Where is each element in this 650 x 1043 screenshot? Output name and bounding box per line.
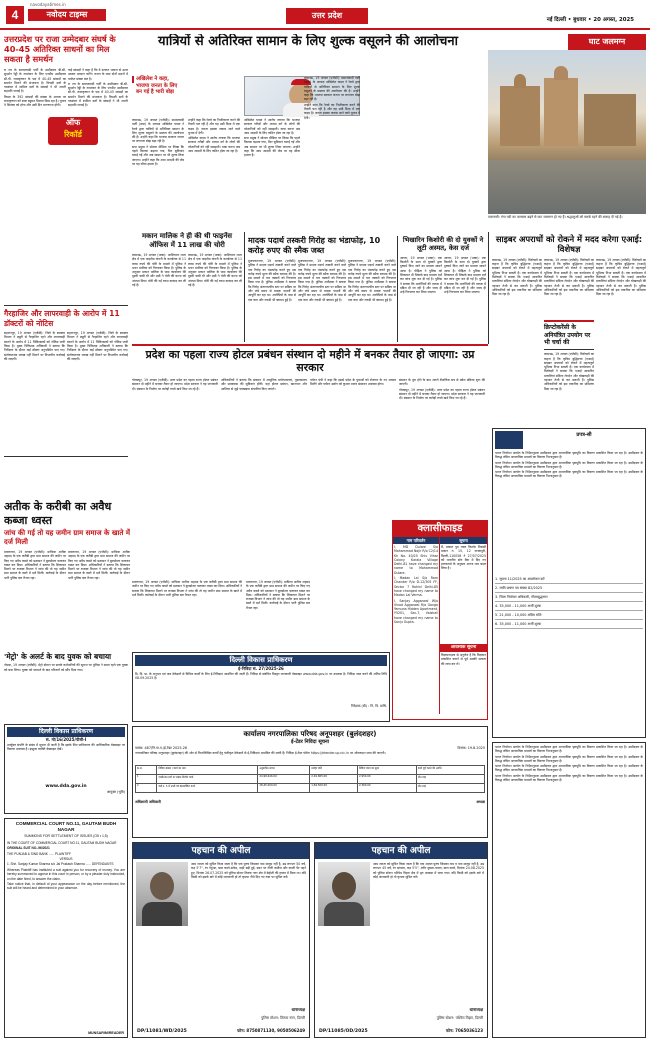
dda-footer: आयुक्त (भूमि) [106, 790, 125, 794]
story-text: लखनऊ, 19 अगस्त (एजेंसी): समाजवादी पार्टी (सपा) के अध्यक्ष अखिलेश यादव ने रेलवे द्वारा यात्रियों से अतिरिक्त सामान के लिए शुल्क वसूलने के प्रस्ताव की आलोचना की है। उन्होंने कहा कि भाजपा सरकार जनता पर लगातार बोझ बढ़ा रही है। [132, 118, 184, 144]
story-text: लखनऊ, 19 अगस्त (एजेंसी): विशेषज्ञों का कहना है कि कृत्रिम बुद्धिमत्ता (एआई) साइबर अपराधों को रोकने में महत्वपूर्ण भूमिका निभा सकती है। एक कार्यशाला में विशेषज्ञों ने बताया कि एआई आधारित प्रणालियां संदिग्ध लेनदेन और धोखाधड़ी की पहचान तेजी से कर सकती हैं। पुलिस अधिकारियों को इस तकनीक का प्रशिक्षण दिया जा रहा है। [544, 352, 594, 391]
notice-list-item: 6. 35,000 - 11,000 अर्जी शुल्क [495, 620, 643, 629]
court-subtitle: SUMMONS FOR SETTLEMENT OF ISSUES (O5 r 1,5) [24, 833, 108, 838]
story-text: प्रयागराज, 19 अगस्त (एजेंसी): माफिया अतीक अहमद के एक करीबी द्वारा ग्राम समाज की जमीन पर किए गए अवैध कब्जे को प्रशासन ने बुलडोजर चलाकर ध्वस्त कर दिया। अधिकारियों ने बताया कि शिकायत मिलने पर राजस्व विभाग ने जांच की तो यह जमीन ग्राम समाज के खाते में दर्ज मिली। कार्रवाई के दौरान भारी पुलिस बल तैनात रहा। [4, 550, 66, 580]
notice-text: भारत निर्वाचन आयोग के निर्देशानुसार उम्मीदवार द्वारा आपराधिक पृष्ठभूमि का विवरण प्रकाशित किया जा रहा है। उम्मीदवार के विरुद्ध लंबित आपराधिक मामलों का विवरण निम्नानुसार है। [495, 754, 643, 763]
table-row [136, 775, 485, 784]
court-line: ORIGINAL SUIT NO.-96/2021 [7, 846, 50, 851]
tender-signatory: अधिशासी अधिकारी [135, 800, 161, 804]
appeal-ref: DP/11085/OD/2025 [319, 1029, 368, 1034]
site-url: navodayatimes.in [30, 2, 66, 7]
metro-story [4, 652, 128, 722]
table-cell: 1 [136, 775, 157, 784]
ghat-photo [488, 50, 646, 214]
notice-text: भारत निर्वाचन आयोग के निर्देशानुसार उम्मीदवार द्वारा आपराधिक पृष्ठभूमि का विवरण प्रकाशित किया जा रहा है। उम्मीदवार के विरुद्ध लंबित आपराधिक मामलों का विवरण निम्नानुसार है। [495, 745, 643, 754]
negligence-story [4, 309, 128, 454]
notice-list-item: 4. 35,000 - 11,000 अर्जी शुल्क [495, 602, 643, 611]
table-header: क्र.सं. [136, 766, 157, 775]
notice-head: प्रपत्र-सी [576, 432, 592, 438]
table-cell: 2 [136, 784, 157, 793]
encroachment-story [4, 500, 130, 650]
table-cell: वार्ड नं. 5 में नाली एवं इंटरलॉकिंग कार्य [157, 784, 258, 793]
tender-text: नगरपालिका परिषद अनूपशहर (बुलंदशहर) की ओर से निम्नलिखित कार्यों हेतु पंजीकृत ठेकेदारों से ई-निविदाएं आमंत्रित की जाती हैं। निविदा ई-टेंडर पोर्टल https://etender.up.nic.in पर ऑनलाइन जमा की जाएगी। [135, 751, 386, 755]
dda-tender-large [132, 652, 390, 722]
story-text: अखिलेश यादव ने आरोप लगाया कि भाजपा सरकार गरीबों और मध्यम वर्ग के लोगों की परेशानियों को नहीं समझती। यात्रा करना अब आम आदमी के लिए कठिन होता जा रहा है। [188, 136, 240, 154]
story-text: सपा प्रमुख ने सोशल मीडिया पर लिखा कि पहले किराया बढ़ाया गया, फिर सुविधाएं घटाई गईं और अब सामान पर भी शुल्क लिया जाएगा। उन्होंने कहा कि आम आदमी की जेब पर यह सीधा हमला है। [132, 144, 184, 166]
cyber-story [492, 234, 646, 424]
story-text: प्रयागराज, 19 अगस्त (एजेंसी): माफिया अतीक अहमद के एक करीबी द्वारा ग्राम समाज की जमीन पर किए गए अवैध कब्जे को प्रशासन ने बुलडोजर चलाकर ध्वस्त कर दिया। अधिकारियों ने बताया कि शिकायत मिलने पर राजस्व विभाग ने जांच की तो यह जमीन ग्राम समाज के खाते में दर्ज मिली। कार्रवाई के दौरान भारी पुलिस बल तैनात रहा। [68, 550, 130, 580]
notice-text: भारत निर्वाचन आयोग के निर्देशानुसार उम्मीदवार द्वारा आपराधिक पृष्ठभूमि का विवरण प्रकाशित किया जा रहा है। उम्मीदवार के विरुद्ध लंबित आपराधिक मामलों का विवरण निम्नानुसार है। [495, 451, 643, 460]
story-text: प्रयागराज, 19 अगस्त (एजेंसी): माफिया अतीक अहमद के एक करीबी द्वारा ग्राम समाज की जमीन पर किए गए अवैध कब्जे को प्रशासन ने बुलडोजर चलाकर ध्वस्त कर दिया। अधिकारियों ने बताया कि शिकायत मिलने पर राजस्व विभाग ने जांच की तो यह जमीन ग्राम समाज के खाते में दर्ज मिली। कार्रवाई के दौरान भारी पुलिस बल तैनात रहा। [132, 580, 242, 597]
divider [488, 232, 489, 344]
notice-list-item: 1. सूचना 11/2025 का अवलोकन करें [495, 575, 643, 584]
person-photo [136, 862, 188, 926]
appeal-phone: फोन: 8750871130, 9050506249 [237, 1028, 305, 1033]
classified-entry: I, Madan Lal S/o Ram Chander R/o D-12/305 FF, Sector 7 Rohini Delhi-85 have changed my name to Madan Lal Verma. [394, 576, 438, 598]
notice-text: भारत निर्वाचन आयोग के निर्देशानुसार उम्मीदवार द्वारा आपराधिक पृष्ठभूमि का विवरण प्रकाशित किया जा रहा है। उम्मीदवार के विरुद्ध लंबित आपराधिक मामलों का विवरण निम्नानुसार है। [495, 764, 643, 773]
court-line: Whereas Plaintiff has instituted a suit against you for recovery of money. You are hereby summoned to appear in this court in person, or by a pleader duly instructed, on the date fixed, to answer the claim. [7, 867, 125, 881]
table-cell: 18,45,000.00 [258, 784, 310, 793]
dateline: नई दिल्ली • बुधवार • 20 अगस्त, 2025 [546, 17, 634, 23]
headline: प्रदेश का पहला राज्य होटल प्रबंधन संस्थान दो महीने में बनकर तैयार हो जाएगा: उप्र सरकार [145, 348, 475, 374]
notice-list-item: 2. जाति प्रमाण पत्र संख्या 82/2025 [495, 584, 643, 593]
cyber-subhead: क्रिप्टोकरेंसी के अनियंत्रित उपयोग पर भी चर्चा की [544, 320, 594, 350]
story-text: प्रयागराज, 19 अगस्त (एजेंसी): माफिया अतीक अहमद के एक करीबी द्वारा ग्राम समाज की जमीन पर किए गए अवैध कब्जे को प्रशासन ने बुलडोजर चलाकर ध्वस्त कर दिया। अधिकारियों ने बताया कि शिकायत मिलने पर राजस्व विभाग ने जांच की तो यह जमीन ग्राम समाज के खाते में दर्ज मिली। कार्रवाई के दौरान भारी पुलिस बल तैनात रहा। [246, 580, 310, 610]
column-head: सूचना [440, 537, 487, 544]
story-text: लखनऊ, 19 अगस्त (एजेंसी): समाजवादी पार्टी (सपा) के अध्यक्ष अखिलेश यादव ने रेलवे द्वारा यात्रियों से अतिरिक्त सामान के लिए शुल्क वसूलने के प्रस्ताव की आलोचना की है। उन्होंने कहा कि भाजपा सरकार जनता पर लगातार बोझ बढ़ा रही है। [304, 76, 360, 102]
headline: मादक पदार्थ तस्करी गिरोह का भंडाफोड़, 10 करोड़ रुपए की स्मैक जब्त [248, 236, 381, 255]
dda-text: दि. दि. प्रा. के अनुभव एवं पात्र ठेकेदारों से विभिन्न कार्यों के लिए ई-निविदाएं आमंत्रित की जाती हैं। निविदा से संबंधित विस्तृत जानकारी वेबसाइट www.dda.gov.in पर उपलब्ध है। निविदा जमा करने की अंतिम तिथि 08.09.2025 है। [135, 672, 387, 681]
municipal-tender [132, 726, 488, 838]
beggars-story [400, 236, 486, 342]
story-text: मुजफ्फरनगर, 19 अगस्त (एजेंसी): पुलिस ने मादक पदार्थ तस्करी करने वाले एक गिरोह का भंडाफोड़ करते हुए दस करोड़ रुपये मूल्य की स्मैक बरामद की है। इस मामले में चार तस्करों को गिरफ्तार किया गया है। पुलिस अधीक्षक ने बताया कि गिरोह अंतरराज्यीय स्तर पर सक्रिय था और लंबे समय से मादक पदार्थों की आपूर्ति कर रहा था। आरोपियों के पास से एक कार और नकदी भी बरामद हुई है। [248, 259, 296, 302]
story-text: आगरा, 19 अगस्त (भाषा): एक किशोरी के साथ दो युवकों द्वारा दुष्कर्म किए जाने का मामला सामने आया है। पीड़िता ने पुलिस को शिकायत दी जिसके बाद मामला दर्ज कर जांच शुरू कर दी गई है। पुलिस ने बताया कि आरोपियों की तलाश में दबिश दी जा रही है और जल्द ही उन्हें गिरफ्तार कर लिया जाएगा। [400, 255, 442, 295]
story-text: मुजफ्फरनगर, 19 अगस्त (एजेंसी): पुलिस ने मादक पदार्थ तस्करी करने वाले एक गिरोह का भंडाफोड़ करते हुए दस करोड़ रुपये मूल्य की स्मैक बरामद की है। इस मामले में चार तस्करों को गिरफ्तार किया गया है। पुलिस अधीक्षक ने बताया कि गिरोह अंतरराज्यीय स्तर पर सक्रिय था और लंबे समय से मादक पदार्थों की आपूर्ति कर रहा था। आरोपियों के पास से एक कार और नकदी भी बरामद हुई है। [298, 259, 346, 302]
tender-title: कार्यालय नगरपालिका परिषद अनूपशहर (बुलंदशहर) [243, 730, 377, 738]
table-cell: 2,360.00 [358, 784, 417, 793]
person-photo [318, 862, 370, 926]
notice-list-item: 5. 21,000 - 10,000 अग्रिम राशि [495, 611, 643, 620]
kicker: अखिलेश ने कहा, [132, 76, 184, 83]
court-line: 1. Shri. Sanjay Kumar Sharma s/o Jai Prakash Sharma ...... DEFENDANTS [7, 862, 114, 867]
appeal-text: आम जनता को सूचित किया जाता है कि एक पुरुष जिसका नाम मालूम नहीं है, उम्र लगभग 50 वर्ष, कद 5'7", रंग गेहुंआ, बाल काले-सफेद, दाढ़ी बढ़ी हुई, बदन पर नीली कमीज और काली पेंट पहने हुए, दिनांक 26.07.2025 को पुलिस स्टेशन तिलक नगर क्षेत्र में बेहोशी की हालत में मिला था। यदि किसी को इसके बारे में कोई जानकारी हो तो कृपया नीचे दिए गए नंबर पर सूचित करें। [191, 862, 306, 879]
badge-top: ऑफ [65, 118, 81, 127]
story-text: मुजफ्फरनगर, 19 अगस्त (एजेंसी): पुलिस ने मादक पदार्थ तस्करी करने वाले एक गिरोह का भंडाफोड़ करते हुए दस करोड़ रुपये मूल्य की स्मैक बरामद की है। इस मामले में चार तस्करों को गिरफ्तार किया गया है। पुलिस अधीक्षक ने बताया कि गिरोह अंतरराज्यीय स्तर पर सक्रिय था और लंबे समय से मादक पदार्थों की आपूर्ति कर रहा था। आरोपियों के पास से एक कार और नकदी भी बरामद हुई है। [348, 259, 396, 302]
story-text: लखनऊ, 19 अगस्त (एजेंसी): विशेषज्ञों का कहना है कि कृत्रिम बुद्धिमत्ता (एआई) साइबर अपराधों को रोकने में महत्वपूर्ण भूमिका निभा सकती है। एक कार्यशाला में विशेषज्ञों ने बताया कि एआई आधारित प्रणालियां संदिग्ध लेनदेन और धोखाधड़ी की पहचान तेजी से कर सकती हैं। पुलिस अधिकारियों को इस तकनीक का प्रशिक्षण दिया जा रहा है। [544, 257, 594, 297]
table-cell: एमबी-बन मार्ग पर सड़क निर्माण कार्य [157, 775, 258, 784]
court-footer: MUNSARIM/READER [88, 1031, 124, 1035]
left-lead-story [4, 34, 128, 354]
missing-person-appeal-1 [132, 842, 310, 1038]
table-cell: 2,49,865.00 [310, 775, 358, 784]
court-line: THE PUNJAB & SIND BANK ...... PLAINTIFF [7, 851, 71, 856]
story-text: अधिकारियों ने बताया कि संस्थान में आधुनिक प्रयोगशालाएं, पुस्तकालय और छात्रावास की सुविधाएं होंगी। यहां होटल प्रबंधन, खानपान और आतिथ्य से जुड़े पाठ्यक्रम संचालित किए जाएंगे। [221, 378, 307, 391]
divider [397, 236, 398, 342]
headline: 'मेट्रो' के अलर्ट के बाद युवक को बचाया [4, 652, 112, 661]
classified-entry: विज्ञापनदाता से अनुरोध है कि विज्ञापन प्रकाशित कराने से पूर्व उसकी सत्यता की जांच कर लें। [441, 653, 486, 666]
ghat-photo-block [488, 34, 646, 230]
story-text: आगरा, 19 अगस्त (भाषा): एक किशोरी के साथ दो युवकों द्वारा दुष्कर्म किए जाने का मामला सामने आया है। पीड़िता ने पुलिस को शिकायत दी जिसके बाद मामला दर्ज कर जांच शुरू कर दी गई है। पुलिस ने बताया कि आरोपियों की तलाश में दबिश दी जा रही है और जल्द ही उन्हें गिरफ्तार कर लिया जाएगा। [444, 255, 486, 295]
appeal-station-name: पुलिस स्टेशन: तिलक नगर, दिल्ली [261, 1016, 305, 1020]
column-head: नाम परिवर्तन [393, 537, 439, 544]
appeal-station: थानाध्यक्ष [469, 1007, 483, 1012]
story-text: गोरखपुर, 19 अगस्त (एजेंसी): उत्तर प्रदेश का पहला राज्य होटल प्रबंधन संस्थान दो महीने में बनकर तैयार हो जाएगा। प्रदेश सरकार ने यह जानकारी दी। संस्थान के निर्माण पर करोड़ों रुपये खर्च किए जा रहे हैं। [399, 387, 485, 401]
center-lead-story [132, 34, 484, 264]
section-title: उत्तर प्रदेश [286, 8, 368, 24]
headline: भिखारिन किशोरी की दो युवकों ने लूटी अस्मत, केस दर्ज [402, 236, 484, 253]
tender-subtitle: ई-टेंडर निविदा सूचना [291, 739, 329, 745]
dda-web: www.dda.gov.in [45, 784, 87, 789]
table-header: निविदा संख्या / कार्य का नाम [157, 766, 258, 775]
headline: उत्तरप्रदेश पर राजा उम्मेदबार संघर्ष के 40-45 अतिरिक्त साधनों का मिल सकता है समर्थन [4, 34, 116, 64]
dda-ref: ई-निविदा सं. 27/2025-26 [238, 666, 284, 671]
kicker: बन गई है भारी बोझ [136, 89, 174, 96]
appeal-text: आम जनता को सूचित किया जाता है कि एक अज्ञात पुरुष जिसका नाम व पता मालूम नहीं है, उम्र लगभग 45 वर्ष, रंग सांवला, कद 5'5", शरीर दुबला-पतला, बाल काले, दिनांक 24.08.2025 को पुलिस स्टेशन पश्चिम विहार क्षेत्र में मृत अवस्था में पाया गया। यदि किसी को इसके बारे में कोई जानकारी हो तो कृपया सूचित करें। [373, 862, 484, 879]
table-row [136, 784, 485, 793]
story-text: सहारनपुर, 19 अगस्त (एजेंसी): जिले के स्वास्थ्य विभाग ने ड्यूटी से गैरहाजिर रहने और लापरवाही बरतने के आरोप में 11 चिकित्सकों को नोटिस जारी किया है। मुख्य चिकित्सा अधिकारी ने बताया कि निरीक्षण के दौरान कई डॉक्टर अनुपस्थित पाए गए। संतोषजनक जवाब नहीं मिलने पर विभागीय कार्रवाई की जाएगी। [4, 331, 65, 361]
headline: गैरहाजिर और लापरवाही के आरोप में 11 डॉक्टरों को नोटिस [4, 309, 120, 328]
table-header: धरोहर राशि [310, 766, 358, 775]
masthead [0, 0, 650, 30]
tender-date: दिनांक: 19.8.2025 [457, 746, 485, 750]
classified-title: क्लासीफाइड [393, 521, 487, 537]
table-cell: 24,98,646.00 [258, 775, 310, 784]
divider [4, 305, 128, 306]
table-cell: 2,950.00 [358, 775, 417, 784]
headline: अतीक के करीबी का अवैध कब्जा ध्वस्त [4, 500, 112, 527]
notice-text: भारत निर्वाचन आयोग के निर्देशानुसार उम्मीदवार द्वारा आपराधिक पृष्ठभूमि का विवरण प्रकाशित किया जा रहा है। उम्मीदवार के विरुद्ध लंबित आपराधिक मामलों का विवरण निम्नानुसार है। [495, 773, 643, 783]
narcotics-story [248, 236, 396, 342]
table-cell: तीन माह [416, 784, 484, 793]
table-cell: तीन माह [416, 775, 484, 784]
dda-ref: सं. मो/16/2025/पीसी-I [45, 737, 87, 742]
table-header: अनुमानित लागत [258, 766, 310, 775]
story-text: सहारनपुर, 19 अगस्त (एजेंसी): जिले के स्वास्थ्य विभाग ने ड्यूटी से गैरहाजिर रहने और लापरवाही बरतने के आरोप में 11 चिकित्सकों को नोटिस जारी किया है। मुख्य चिकित्सा अधिकारी ने बताया कि निरीक्षण के दौरान कई डॉक्टर अनुपस्थित पाए गए। संतोषजनक जवाब नहीं मिलने पर विभागीय कार्रवाई की जाएगी। [67, 331, 128, 361]
logo-box [495, 431, 523, 449]
table-header: निविदा प्रपत्र का मूल्य [358, 766, 417, 775]
classified-entry: I, MD Dulare S/o Mohammad Najir R/o C2/14 Kh No. 40/25 Shiv Vihar Colony Karala Village Delhi-81 have changed my name to Mohammad Dulare. [394, 545, 438, 575]
right-notices [492, 428, 646, 738]
story-text: अखिलेश यादव ने आरोप लगाया कि भाजपा सरकार गरीबों और मध्यम वर्ग के लोगों की परेशानियों को नहीं समझती। यात्रा करना अब आम आदमी के लिए कठिन होता जा रहा है। [244, 118, 300, 135]
story-text: रा ज्य के समाजवादी पार्टी के उम्मीदवार बी.सी. सुदर्शन रेड्डी के नामांकन के लिए एनडीए उम्मीदवार सी.पी. राधाकृष्णन के पक्ष में 40-45 सांसदों का समर्थन मिलने की संभावना है। विपक्षी दलों के गठबंधन में शामिल दलों के सांसदों ने भी अपनी सहमति जताई है। [4, 68, 66, 94]
kicker: भाजपा जनता के लिए [136, 82, 178, 89]
story-text: संस्थान के पूरा होने के बाद अगले शैक्षणिक सत्र से प्रवेश प्रक्रिया शुरू की जाएगी। [399, 378, 485, 387]
story-text: पर्यटन मंत्री ने कहा कि इससे प्रदेश के युवाओं को रोजगार के नए अवसर मिलेंगे और पर्यटन उद्योग को कुशल मानव संसाधन उपलब्ध होगा। [310, 378, 396, 387]
appeal-station-name: पुलिस स्टेशन: पश्चिम विहार, दिल्ली [436, 1016, 483, 1020]
court-line: IN THE COURT OF COMMERCIAL COURT NO.11, GAUTAM BUDH NAGAR [7, 840, 117, 845]
tender-ref: पत्रांक: 487/नि.पा.प./ई-टेंडर 2025-26 [135, 746, 188, 750]
appeal-phone: फोन: 7065036123 [445, 1028, 483, 1033]
story-text: उन्होंने कहा कि रेलवे का निजीकरण करने की तैयारी चल रही है और यह उसी दिशा में एक कदम है। जनता इसका जवाब आने वाले चुनाव में देगी। [188, 118, 240, 135]
landlord-theft-story [132, 232, 242, 342]
story-text: लखनऊ, 19 अगस्त (एजेंसी): विशेषज्ञों का कहना है कि कृत्रिम बुद्धिमत्ता (एआई) साइबर अपराधों को रोकने में महत्वपूर्ण भूमिका निभा सकती है। एक कार्यशाला में विशेषज्ञों ने बताया कि एआई आधारित प्रणालियां संदिग्ध लेनदेन और धोखाधड़ी की पहचान तेजी से कर सकती हैं। पुलिस अधिकारियों को इस तकनीक का प्रशिक्षण दिया जा रहा है। [492, 257, 542, 297]
table-header: कार्य पूर्ण करने की अवधि [416, 766, 484, 775]
divider [132, 344, 488, 346]
classified-block [392, 520, 488, 720]
masthead-rule [0, 28, 650, 30]
divider [4, 456, 128, 457]
court-title: COMMERCIAL COURT NO.11, GAUTAM BUDH NAGAR [15, 821, 117, 833]
appeal-ref: DP/11081/WD/2025 [137, 1029, 187, 1034]
court-line: Take notice that, in default of your appearance on the day before mentioned, the suit will be heard and determined in your absence. [7, 882, 125, 891]
notice-list-item: 3. जिला निर्वाचन अधिकारी, गौतमबुद्धनगर [495, 593, 643, 602]
headline: यात्रियों से अतिरिक्त सामान के लिए शुल्क वसूलने की आलोचना [158, 34, 458, 49]
story-text: कई सांसदों ने कहा है कि वे दलगत भावना से ऊपर उठकर मतदान करेंगे। राजग के पास दोनों सदनों में पर्याप्त संख्या बल है। [68, 68, 128, 81]
appeal-title: पहचान की अपील [315, 843, 487, 859]
ghat-strip: घाट जलमग्न [568, 34, 646, 50]
badge-bottom: रिकॉर्ड [64, 130, 82, 139]
notice-text: भारत निर्वाचन आयोग के निर्देशानुसार उम्मीदवार द्वारा आपराधिक पृष्ठभूमि का विवरण प्रकाशित किया जा रहा है। उम्मीदवार के विरुद्ध लंबित आपराधिक मामलों का विवरण निम्नानुसार है। [495, 460, 643, 469]
off-record-badge [48, 117, 98, 145]
dda-notice-small [4, 724, 128, 814]
tender-signatory: अध्यक्ष [476, 800, 485, 804]
headline: साइबर अपराधों को रोकने में मदद करेगा एआई: विशेषज्ञ [495, 234, 643, 255]
page-number: 4 [6, 6, 24, 24]
classified-entry: I, Sanjay Aggarwal W/o Vinod Aggarwal R/o Ganga Yamuna Hidden Apartment, Y5201, Sec-7, Vaishali have changed my name to Sanju Gupta. [394, 598, 438, 625]
court-line: VERSUS [59, 857, 73, 862]
appeal-station: थानाध्यक्ष [291, 1007, 305, 1012]
hotel-story [132, 348, 488, 468]
kicker: जांच की गई तो यह जमीन ग्राम समाज के खाते में दर्ज मिली [4, 529, 130, 546]
story-text: विपक्ष के 392 सांसदों की संख्या के आधार पर राधाकृष्णन को स्पष्ट बहुमत मिलता दिख रहा है। चुनाव 9 सितंबर को होगा और उसी दिन मतगणना होगी। [4, 94, 66, 108]
ghat-caption: वाराणसी: गंगा नदी का जलस्तर बढ़ने से घाट जलमग्न हो गए हैं। श्रद्धालुओं को सतर्क रहने की सलाह दी गई है। [488, 215, 623, 219]
divider [244, 232, 245, 342]
table-cell: 1,84,500.00 [310, 784, 358, 793]
headline: मकान मालिक ने ही की थी फाइनेंस ऑफिस में 11 लाख की चोरी [142, 232, 232, 249]
dda-text: उपर्युक्त संपत्ति के संबंध में सूचना दी जाती है कि इसके लिए प्राधिकरण की आधिकारिक वेबसाइट पर विवरण उपलब्ध है। इच्छुक व्यक्ति वेबसाइट देखें। [7, 743, 125, 752]
story-text: लखनऊ, 19 अगस्त (एजेंसी): विशेषज्ञों का कहना है कि कृत्रिम बुद्धिमत्ता (एआई) साइबर अपराधों को रोकने में महत्वपूर्ण भूमिका निभा सकती है। एक कार्यशाला में विशेषज्ञों ने बताया कि एआई आधारित प्रणालियां संदिग्ध लेनदेन और धोखाधड़ी की पहचान तेजी से कर सकती हैं। पुलिस अधिकारियों को इस तकनीक का प्रशिक्षण दिया जा रहा है। [596, 257, 646, 297]
right-lower-notice [492, 742, 646, 1038]
story-text: नोएडा, 19 अगस्त (एजेंसी): मेट्रो स्टेशन पर सतर्क कर्मचारियों की सूचना पर पुलिस ने समय रहते एक युवक को बचा लिया। युवक को परामर्श के बाद परिजनों को सौंप दिया गया। [4, 663, 128, 672]
notice-subhead: आवश्यक सूचना [440, 644, 487, 652]
appeal-title: पहचान की अपील [133, 843, 309, 859]
notice-text: भारत निर्वाचन आयोग के निर्देशानुसार उम्मीदवार द्वारा आपराधिक पृष्ठभूमि का विवरण प्रकाशित किया जा रहा है। उम्मीदवार के विरुद्ध लंबित आपराधिक मामलों का विवरण निम्नानुसार है। [495, 470, 643, 479]
story-text: रा ज्य के समाजवादी पार्टी के उम्मीदवार बी.सी. सुदर्शन रेड्डी के नामांकन के लिए एनडीए उम्मीदवार सी.पी. राधाकृष्णन के पक्ष में 40-45 सांसदों का समर्थन मिलने की संभावना है। विपक्षी दलों के गठबंधन में शामिल दलों के सांसदों ने भी अपनी सहमति जताई है। [68, 81, 128, 108]
classified-entry: मैं, प्रकाश पुत्र नवल किशोर निवासी मकान नं. 15, 12 जनकपुरी, दिल्ली-110058 ने 27/07/2025 को भारतीय स्टेट बैंक में दिए गए हलफनामे के अनुसार अपना नाम बदल लिया है। [441, 545, 486, 571]
missing-person-appeal-2 [314, 842, 488, 1038]
story-text: उन्होंने कहा कि रेलवे का निजीकरण करने की तैयारी चल रही है और यह उसी दिशा में एक कदम है। जनता इसका जवाब आने वाले चुनाव में देगी। [304, 102, 360, 120]
dda-title: दिल्ली विकास प्राधिकरण [7, 727, 125, 737]
dda-title: दिल्ली विकास प्राधिकरण [135, 655, 387, 666]
story-text: लखनऊ, 19 अगस्त (भाषा): आशियाना थाना क्षेत्र में एक फाइनेंस कंपनी के कार्यालय से 11 लाख रुपये की चोरी के मामले में पुलिस ने भवन मालिक को गिरफ्तार किया है। पुलिस के अनुसार मकान मालिक के पास कार्यालय की दूसरी चाबी थी और उसी ने चोरी की घटना को अंजाम दिया। चोरी की गई रकम बरामद कर ली गई है। [188, 253, 242, 288]
story-text: सपा प्रमुख ने सोशल मीडिया पर लिखा कि पहले किराया बढ़ाया गया, फिर सुविधाएं घटाई गईं और अब सामान पर भी शुल्क लिया जाएगा। उन्होंने कहा कि आम आदमी की जेब पर यह सीधा हमला है। [244, 136, 300, 158]
dda-footer: निदेशक (बी) : नि. वि. प्राधि. [351, 704, 387, 708]
story-text: लखनऊ, 19 अगस्त (भाषा): आशियाना थाना क्षेत्र में एक फाइनेंस कंपनी के कार्यालय से 11 लाख रुपये की चोरी के मामले में पुलिस ने भवन मालिक को गिरफ्तार किया है। पुलिस के अनुसार मकान मालिक के पास कार्यालय की दूसरी चाबी थी और उसी ने चोरी की घटना को अंजाम दिया। चोरी की गई रकम बरामद कर ली गई है। [132, 253, 186, 288]
story-text: गोरखपुर, 19 अगस्त (एजेंसी): उत्तर प्रदेश का पहला राज्य होटल प्रबंधन संस्थान दो महीने में बनकर तैयार हो जाएगा। प्रदेश सरकार ने यह जानकारी दी। संस्थान के निर्माण पर करोड़ों रुपये खर्च किए जा रहे हैं। [132, 378, 218, 391]
paper-name: नवोदय टाइम्स [28, 9, 106, 21]
court-summons [4, 818, 128, 1038]
tender-table [135, 765, 485, 793]
